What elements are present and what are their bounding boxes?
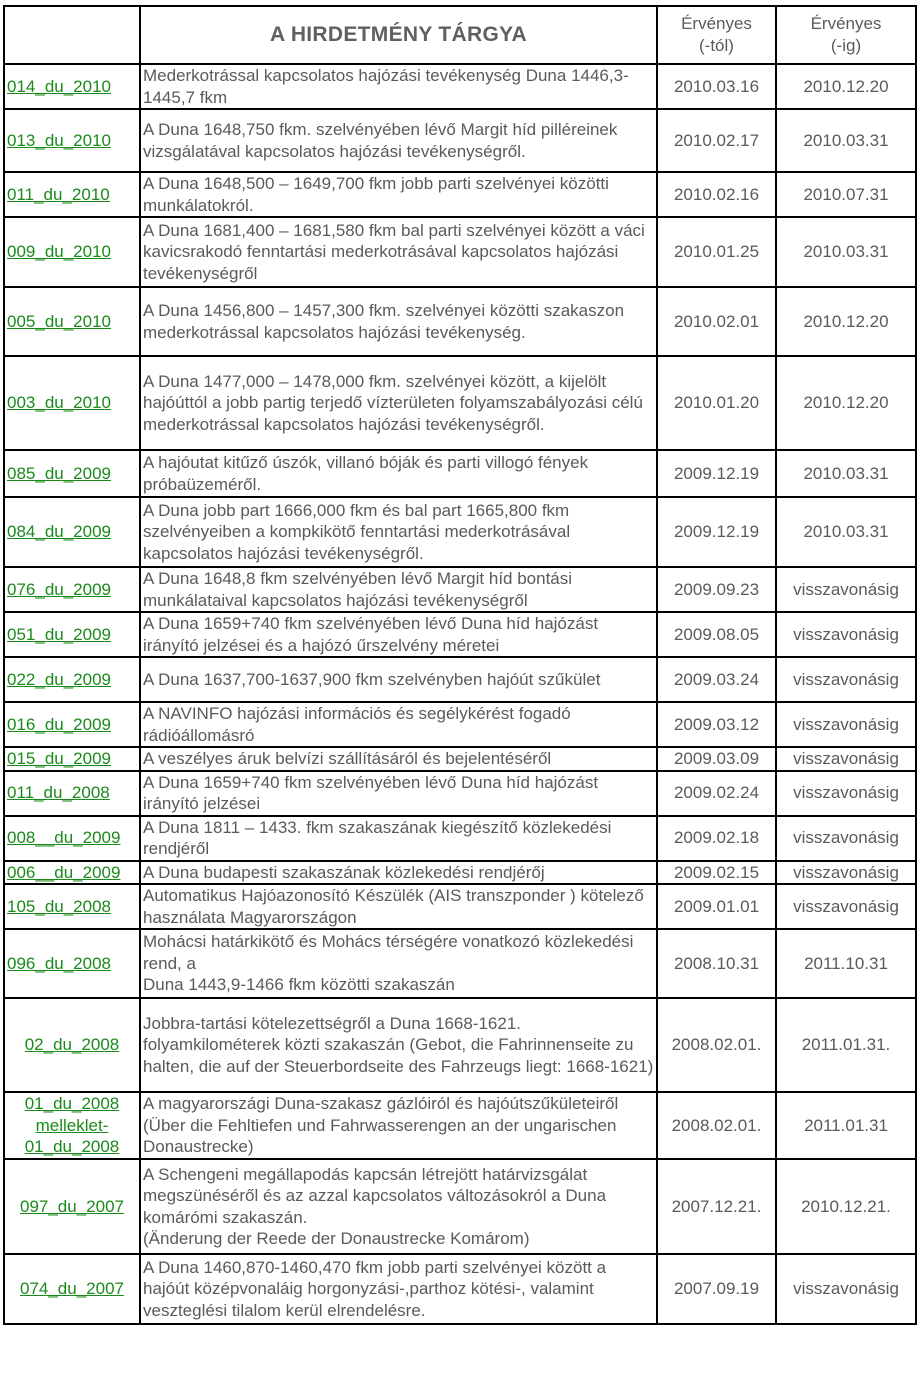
table-row bbox=[4, 816, 916, 861]
valid-from-date: 2010.02.17 bbox=[657, 109, 776, 172]
notice-subject: A Duna 1460,870-1460,470 fkm jobb parti szelvényei között a hajóút középvonaláig horgonyzási-,parthoz kötési-, valamint veszteglési tilalom kerül elrendelésre. bbox=[140, 1254, 657, 1324]
notice-code-link[interactable] bbox=[7, 714, 137, 736]
notice-code-cell bbox=[4, 771, 140, 816]
valid-to-date: visszavonásig bbox=[776, 884, 916, 929]
notice-code-link[interactable] bbox=[7, 827, 137, 849]
notice-subject: A Duna 1648,8 fkm szelvényében lévő Margit híd bontási munkálataival kapcsolatos hajózási tevékenységről bbox=[140, 567, 657, 612]
notice-code-text: 074_du_2007 bbox=[19, 1279, 124, 1299]
notice-code-link[interactable] bbox=[7, 862, 137, 884]
notice-code-cell bbox=[4, 1159, 140, 1254]
valid-from-date: 2008.10.31 bbox=[657, 929, 776, 998]
notice-code-link[interactable] bbox=[7, 521, 137, 543]
notice-code-link[interactable] bbox=[7, 782, 137, 804]
notice-subject: A NAVINFO hajózási információs és segélykérést fogadó rádióállomásró bbox=[140, 702, 657, 747]
notice-code-cell bbox=[4, 998, 140, 1092]
header-valid-from bbox=[657, 6, 776, 64]
valid-to-date: 2010.12.20 bbox=[776, 64, 916, 109]
header-row bbox=[4, 6, 916, 64]
valid-to-date: 2011.01.31. bbox=[776, 998, 916, 1092]
table-row bbox=[4, 1159, 916, 1254]
valid-from-date: 2009.12.19 bbox=[657, 497, 776, 567]
notice-subject: A hajóutat kitűző úszók, villanó bóják és parti villogó fények próbaüzeméről. bbox=[140, 450, 657, 497]
valid-from-date: 2009.03.09 bbox=[657, 747, 776, 771]
table-row bbox=[4, 64, 916, 109]
notice-subject: Mederkotrással kapcsolatos hajózási tevékenység Duna 1446,3-1445,7 fkm bbox=[140, 64, 657, 109]
notice-code-cell bbox=[4, 109, 140, 172]
header-subject: A HIRDETMÉNY TÁRGYA bbox=[140, 6, 657, 64]
table-row bbox=[4, 217, 916, 287]
notice-code-link[interactable] bbox=[7, 896, 137, 918]
valid-from-date: 2009.01.01 bbox=[657, 884, 776, 929]
header-valid-to bbox=[776, 6, 916, 64]
valid-from-date: 2009.09.23 bbox=[657, 567, 776, 612]
valid-to-date: visszavonásig bbox=[776, 702, 916, 747]
notice-subject: Automatikus Hajóazonosító Készülék (AIS transzponder ) kötelező használata Magyarországon bbox=[140, 884, 657, 929]
valid-from-date: 2009.02.15 bbox=[657, 861, 776, 885]
valid-from-date: 2010.02.16 bbox=[657, 172, 776, 217]
notice-code-text: 008__du_2009 bbox=[7, 828, 121, 848]
notice-subject: A Duna 1681,400 – 1681,580 fkm bal parti szelvényei között a váci kavicsrakodó fenntartási mederkotrásával kapcsolatos hajózási tevékenységről bbox=[140, 217, 657, 287]
notice-subject: A Duna 1477,000 – 1478,000 fkm. szelvényei között, a kijelölt hajóúttól a jobb partig terjedő vízterületen folyamszabályozási célú mederkotrással kapcsolatos hajózási tevékenységről. bbox=[140, 356, 657, 450]
notice-code-link[interactable] bbox=[7, 76, 137, 98]
header-valid-to-line1: Érvényes bbox=[810, 14, 882, 33]
notice-code-cell bbox=[4, 567, 140, 612]
notice-code-cell bbox=[4, 217, 140, 287]
valid-to-date: visszavonásig bbox=[776, 771, 916, 816]
table-row bbox=[4, 172, 916, 217]
valid-to-date: visszavonásig bbox=[776, 612, 916, 657]
notice-code-text: 105_du_2008 bbox=[7, 896, 112, 916]
notice-code-cell bbox=[4, 287, 140, 356]
valid-from-date: 2007.12.21. bbox=[657, 1159, 776, 1254]
notice-subject: A Duna 1648,750 fkm. szelvényében lévő Margit híd pilléreinek vizsgálatával kapcsolatos hajózási tevékenységről. bbox=[140, 109, 657, 172]
table-row bbox=[4, 771, 916, 816]
notice-code-cell bbox=[4, 450, 140, 497]
notice-code-cell bbox=[4, 657, 140, 702]
notice-subject: A Schengeni megállapodás kapcsán létrejött határvizsgálat megszünéséről és az azzal kapcsolatos változásokról a Duna komárómi szakaszán. (Änderung der Reede der Donaustrecke Komárom) bbox=[140, 1159, 657, 1254]
valid-from-date: 2009.02.24 bbox=[657, 771, 776, 816]
table-row bbox=[4, 747, 916, 771]
valid-to-date: visszavonásig bbox=[776, 1254, 916, 1324]
notice-code-cell bbox=[4, 356, 140, 450]
valid-to-date: 2010.12.20 bbox=[776, 287, 916, 356]
valid-to-date: visszavonásig bbox=[776, 816, 916, 861]
table-row bbox=[4, 929, 916, 998]
notice-code-text: 097_du_2007 bbox=[19, 1196, 124, 1216]
notice-subject: A Duna budapesti szakaszának közlekedési rendjérőj bbox=[140, 861, 657, 885]
notices-table bbox=[3, 5, 917, 1325]
notice-code-text: 01_du_2008 bbox=[24, 1094, 120, 1114]
notice-code-link[interactable] bbox=[7, 953, 137, 975]
header-valid-from-line1: Érvényes bbox=[681, 14, 752, 33]
notice-code-link[interactable] bbox=[7, 1093, 137, 1158]
notice-subject: A Duna 1637,700-1637,900 fkm szelvényben hajóút szűkület bbox=[140, 657, 657, 702]
notice-subject: A Duna 1659+740 fkm szelvényében lévő Duna híd hajózást irányító jelzései és a hajózó űrszelvény méretei bbox=[140, 612, 657, 657]
notice-code-link[interactable] bbox=[7, 1278, 137, 1300]
notice-code-text: 006__du_2009 bbox=[7, 862, 121, 882]
notice-code-text: 085_du_2009 bbox=[7, 463, 112, 483]
table-row bbox=[4, 287, 916, 356]
valid-to-date: 2011.01.31 bbox=[776, 1092, 916, 1159]
notice-code-cell bbox=[4, 497, 140, 567]
notice-subject: Mohácsi határkikötő és Mohács térségére vonatkozó közlekedési rend, a Duna 1443,9-1466 fkm közötti szakaszán bbox=[140, 929, 657, 998]
valid-from-date: 2010.02.01 bbox=[657, 287, 776, 356]
notice-code-text: melleklet- bbox=[35, 1115, 109, 1135]
valid-from-date: 2010.01.20 bbox=[657, 356, 776, 450]
valid-from-date: 2009.03.12 bbox=[657, 702, 776, 747]
header-valid-from-line2: (-tól) bbox=[699, 36, 734, 55]
valid-from-date: 2009.12.19 bbox=[657, 450, 776, 497]
table-row bbox=[4, 1092, 916, 1159]
valid-from-date: 2009.02.18 bbox=[657, 816, 776, 861]
notice-code-link[interactable] bbox=[7, 1196, 137, 1218]
notice-code-link[interactable] bbox=[7, 311, 137, 333]
notice-code-link[interactable] bbox=[7, 669, 137, 691]
notice-code-text: 02_du_2008 bbox=[24, 1035, 120, 1055]
notice-subject: A veszélyes áruk belvízi szállításáról és bejelentéséről bbox=[140, 747, 657, 771]
table-row bbox=[4, 450, 916, 497]
notice-code-link[interactable] bbox=[7, 579, 137, 601]
notice-code-link[interactable] bbox=[7, 130, 137, 152]
notice-code-link[interactable] bbox=[7, 624, 137, 646]
table-row bbox=[4, 567, 916, 612]
notice-code-link[interactable] bbox=[7, 1034, 137, 1056]
valid-to-date: 2010.03.31 bbox=[776, 497, 916, 567]
notice-code-cell bbox=[4, 172, 140, 217]
notice-code-text: 009_du_2010 bbox=[7, 242, 112, 262]
notice-code-text: 096_du_2008 bbox=[7, 953, 112, 973]
valid-to-date: visszavonásig bbox=[776, 747, 916, 771]
valid-to-date: 2010.07.31 bbox=[776, 172, 916, 217]
valid-from-date: 2008.02.01. bbox=[657, 998, 776, 1092]
valid-from-date: 2009.08.05 bbox=[657, 612, 776, 657]
notice-subject: Jobbra-tartási kötelezettségről a Duna 1668-1621. folyamkilométerek közti szakaszán (Gebot, die Fahrinnenseite zu halten, die auf der Steuerbordseite des Fahrzeugs liegt: 1668-1621) bbox=[140, 998, 657, 1092]
notice-code-text: 084_du_2009 bbox=[7, 522, 112, 542]
notice-subject: A Duna 1648,500 – 1649,700 fkm jobb parti szelvényei közötti munkálatokról. bbox=[140, 172, 657, 217]
valid-to-date: 2010.12.20 bbox=[776, 356, 916, 450]
notice-code-text: 015_du_2009 bbox=[7, 749, 112, 768]
notice-code-text: 051_du_2009 bbox=[7, 624, 112, 644]
table-row bbox=[4, 998, 916, 1092]
table-row bbox=[4, 884, 916, 929]
notice-subject: A Duna 1811 – 1433. fkm szakaszának kiegészítő közlekedési rendjéről bbox=[140, 816, 657, 861]
table-row bbox=[4, 356, 916, 450]
valid-to-date: visszavonásig bbox=[776, 657, 916, 702]
notice-code-cell bbox=[4, 702, 140, 747]
notice-code-cell bbox=[4, 612, 140, 657]
notice-code-link[interactable] bbox=[7, 241, 137, 263]
valid-from-date: 2010.03.16 bbox=[657, 64, 776, 109]
notice-code-text: 022_du_2009 bbox=[7, 669, 112, 689]
notice-code-cell bbox=[4, 884, 140, 929]
valid-to-date: 2010.03.31 bbox=[776, 109, 916, 172]
notice-subject: A Duna 1659+740 fkm szelvényében lévő Duna híd hajózást irányító jelzései bbox=[140, 771, 657, 816]
notice-code-cell bbox=[4, 861, 140, 885]
notice-code-text: 003_du_2010 bbox=[7, 393, 112, 413]
notice-code-text: 005_du_2010 bbox=[7, 311, 112, 331]
notice-code-cell bbox=[4, 1092, 140, 1159]
valid-to-date: 2010.12.21. bbox=[776, 1159, 916, 1254]
valid-to-date: visszavonásig bbox=[776, 861, 916, 885]
notice-code-text: 011_du_2008 bbox=[7, 783, 110, 803]
notice-code-cell bbox=[4, 929, 140, 998]
valid-from-date: 2007.09.19 bbox=[657, 1254, 776, 1324]
notice-code-cell bbox=[4, 816, 140, 861]
notice-code-text: 013_du_2010 bbox=[7, 130, 112, 150]
valid-from-date: 2010.01.25 bbox=[657, 217, 776, 287]
notice-code-cell bbox=[4, 1254, 140, 1324]
notice-subject: A magyarországi Duna-szakasz gázlóiról és hajóútszűkületeiről (Über die Fehltiefen und Fahrwasserengen an der ungarischen Donaustrecke) bbox=[140, 1092, 657, 1159]
table-row bbox=[4, 702, 916, 747]
table-row bbox=[4, 657, 916, 702]
valid-to-date: 2010.03.31 bbox=[776, 217, 916, 287]
table-row bbox=[4, 1254, 916, 1324]
valid-to-date: visszavonásig bbox=[776, 567, 916, 612]
notice-subject: A Duna 1456,800 – 1457,300 fkm. szelvényei közötti szakaszon mederkotrással kapcsolatos hajózási tevékenység. bbox=[140, 287, 657, 356]
notice-code-text: 076_du_2009 bbox=[7, 579, 112, 599]
header-valid-to-line2: (-ig) bbox=[830, 36, 862, 55]
notice-code-text: 016_du_2009 bbox=[7, 714, 112, 734]
valid-to-date: 2011.10.31 bbox=[776, 929, 916, 998]
valid-from-date: 2009.03.24 bbox=[657, 657, 776, 702]
notice-code-link[interactable] bbox=[7, 392, 137, 414]
notice-code-cell bbox=[4, 747, 140, 771]
notice-code-link[interactable] bbox=[7, 463, 137, 485]
header-code bbox=[4, 6, 140, 64]
table-row bbox=[4, 861, 916, 885]
table-row bbox=[4, 497, 916, 567]
notice-subject: A Duna jobb part 1666,000 fkm és bal part 1665,800 fkm szelvényeiben a kompkikötő fenntartási mederkotrásával kapcsolatos hajózási tevékenységről. bbox=[140, 497, 657, 567]
notice-code-link[interactable] bbox=[7, 748, 137, 770]
valid-from-date: 2008.02.01. bbox=[657, 1092, 776, 1159]
notice-code-text: 01_du_2008 bbox=[24, 1137, 120, 1157]
notice-code-text: 011_du_2010 bbox=[7, 184, 110, 204]
table-row bbox=[4, 109, 916, 172]
valid-to-date: 2010.03.31 bbox=[776, 450, 916, 497]
table-row bbox=[4, 612, 916, 657]
notice-code-text: 014_du_2010 bbox=[7, 76, 112, 96]
notice-code-cell bbox=[4, 64, 140, 109]
notice-code-link[interactable] bbox=[7, 184, 137, 206]
